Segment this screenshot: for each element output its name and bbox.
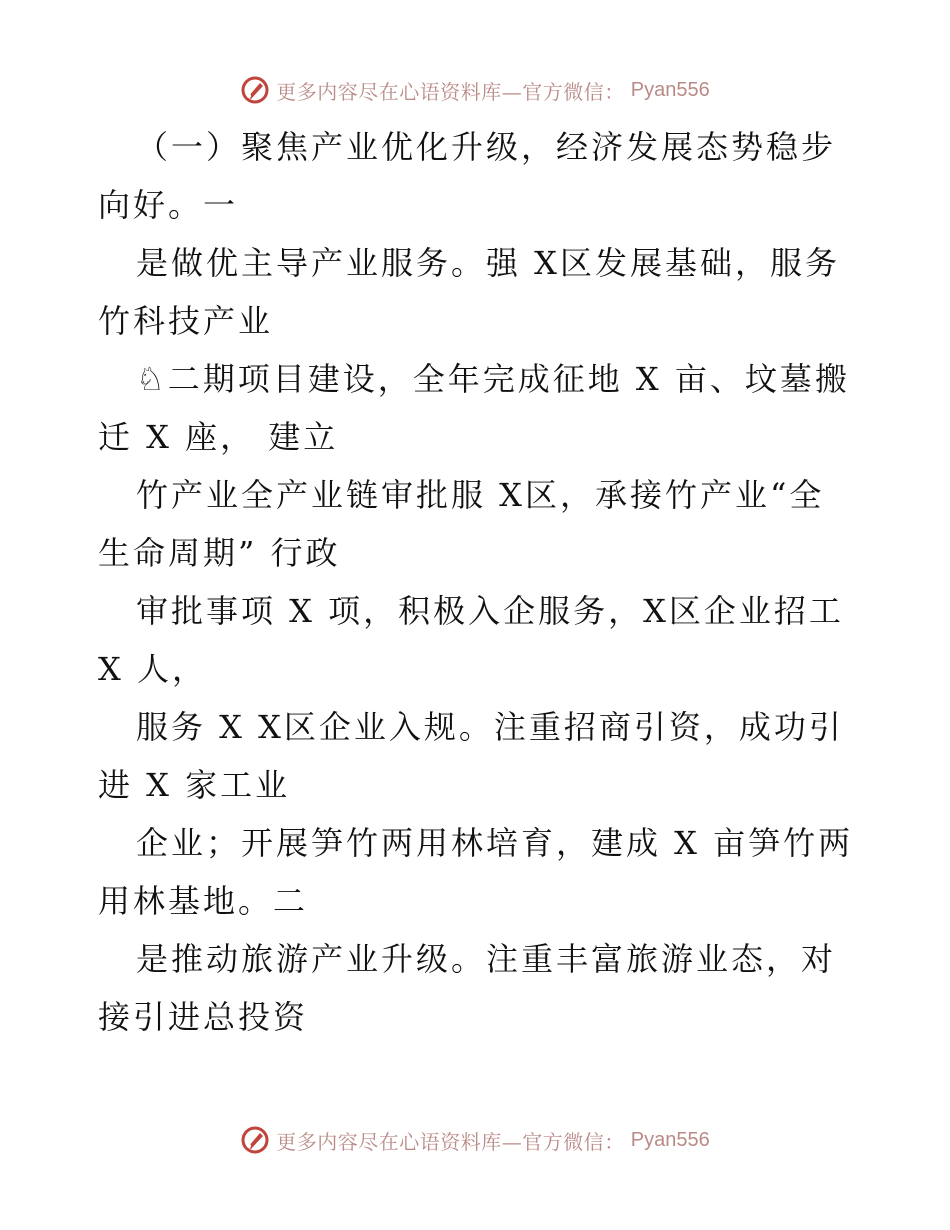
watermark-text: 更多内容尽在心语资料库—官方微信： <box>276 79 625 104</box>
header-watermark <box>0 70 950 110</box>
paragraph: 企业；开展笋竹两用林培育，建成 X 亩笋竹两用林基地。二 <box>98 824 854 920</box>
pen-seal-icon <box>240 1125 270 1155</box>
paragraph: （一）聚焦产业优化升级，经济发展态势稳步向好。一 <box>98 128 837 224</box>
pen-seal-icon <box>240 75 270 105</box>
document-body <box>98 118 858 1046</box>
paragraph: 是推动旅游产业升级。注重丰富旅游业态，对接引进总投资 <box>98 940 837 1036</box>
watermark-id: Pyan556 <box>630 78 710 101</box>
watermark-id: Pyan556 <box>630 1128 710 1151</box>
paragraph: 服务 X X区企业入规。注重招商引资，成功引进 X 家工业 <box>98 708 844 804</box>
watermark-text: 更多内容尽在心语资料库—官方微信： <box>276 1129 625 1154</box>
paragraph: ♘二期项目建设，全年完成征地 X 亩、坟墓搬迁 X 座， 建立 <box>98 360 850 456</box>
paragraph: 审批事项 X 项，积极入企服务，X区企业招工 X 人， <box>98 592 844 688</box>
footer-watermark <box>0 1120 950 1160</box>
paragraph: 是做优主导产业服务。强 X区发展基础，服务竹科技产业 <box>98 244 840 340</box>
paragraph: 竹产业全产业链审批服 X区，承接竹产业“全生命周期” 行政 <box>98 476 825 572</box>
